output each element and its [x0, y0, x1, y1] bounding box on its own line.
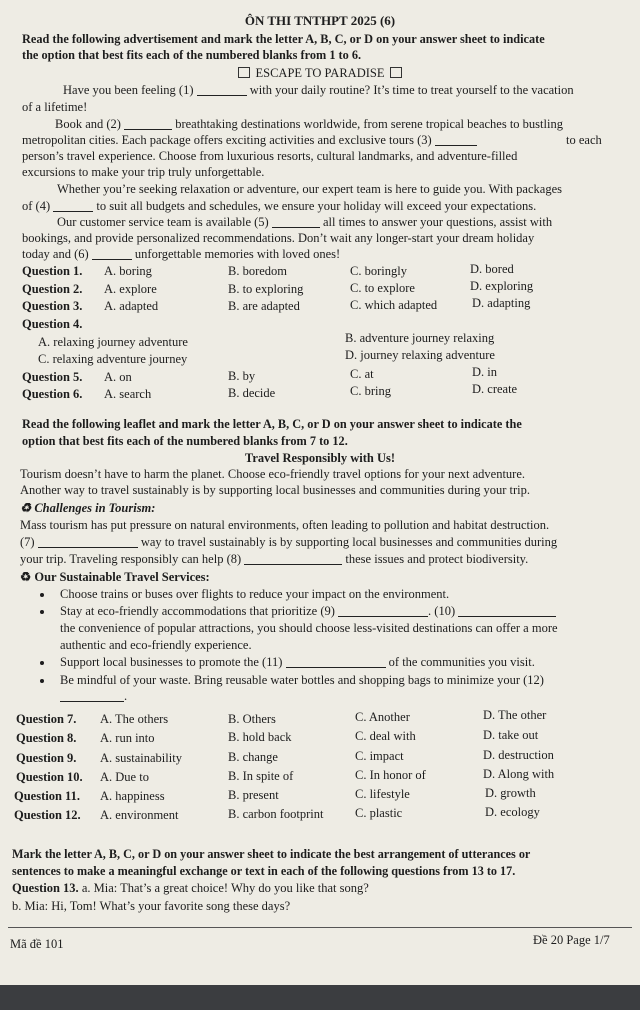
- utterance-b: b. Mia: Hi, Tom! What’s your favorite song these days?: [12, 899, 291, 913]
- question-label: Question 9.: [16, 751, 77, 765]
- passage-line: Mass tourism has put pressure on natural environments, often leading to pollution and habitat destruction.: [20, 518, 550, 532]
- passage-line: Stay at eco-friendly accommodations that prioritize (9) . (10): [60, 604, 556, 619]
- blank-11: [286, 656, 386, 668]
- passage-line: (7) way to travel sustainably is by supporting local businesses and communities during: [20, 535, 558, 549]
- option-d[interactable]: D. growth: [485, 786, 536, 800]
- passage-line: Book and (2) breathtaking destinations worldwide, from serene tropical beaches to bustling: [55, 117, 563, 131]
- bullet: [40, 679, 44, 683]
- option-b[interactable]: B. Others: [228, 712, 276, 726]
- question-label: Question 8.: [16, 731, 77, 745]
- passage-line: authentic and eco-friendly experience.: [60, 638, 252, 652]
- blank-2: [124, 118, 172, 130]
- option-c[interactable]: C. to explore: [350, 281, 415, 295]
- section1-instruction: the option that best fits each of the numbered blanks from 1 to 6.: [22, 48, 362, 62]
- option-c[interactable]: C. In honor of: [355, 768, 426, 782]
- option-d[interactable]: D. journey relaxing adventure: [345, 348, 495, 362]
- footer-divider: [8, 927, 632, 928]
- passage-line: Support local businesses to promote the (11) of the communities you visit.: [60, 655, 535, 669]
- option-a[interactable]: A. happiness: [100, 789, 165, 803]
- passage-line: .: [60, 689, 127, 704]
- option-d[interactable]: D. adapting: [472, 296, 531, 310]
- option-a[interactable]: A. relaxing journey adventure: [38, 335, 188, 349]
- page-number: Đề 20 Page 1/7: [533, 933, 610, 947]
- passage-line: metropolitan cities. Each package offers exciting activities and exclusive tours (3): [22, 133, 477, 148]
- passage-line: person’s travel experience. Choose from luxurious resorts, cultural landmarks, and adventure-filled: [22, 149, 518, 163]
- passage-line: Choose trains or buses over flights to reduce your impact on the environment.: [60, 587, 450, 601]
- option-c[interactable]: C. boringly: [350, 264, 407, 278]
- section1-instruction: Read the following advertisement and mark the letter A, B, C, or D on your answer sheet to indicate: [22, 32, 545, 46]
- palm-icon: [390, 67, 402, 78]
- option-b[interactable]: B. adventure journey relaxing: [345, 331, 495, 345]
- option-b[interactable]: B. change: [228, 750, 278, 764]
- blank-10: [458, 605, 556, 617]
- passage-line: the convenience of popular attractions, you should choose less-visited destinations can offer a more: [60, 621, 558, 635]
- option-a[interactable]: A. The others: [100, 712, 169, 726]
- option-a[interactable]: A. search: [104, 387, 152, 401]
- option-a[interactable]: A. run into: [100, 731, 155, 745]
- passage-line: to each: [566, 133, 602, 147]
- passage-line: bookings, and provide personalized recommendations. Don’t wait any longer-start your dream holiday: [22, 231, 535, 245]
- option-d[interactable]: D. The other: [483, 708, 547, 722]
- passage-line: Tourism doesn’t have to harm the planet. Choose eco-friendly travel options for your next adventure.: [20, 467, 526, 481]
- question-label: Question 13.: [12, 881, 79, 895]
- passage-line: excursions to make your trip truly unforgettable.: [22, 165, 265, 179]
- option-b[interactable]: B. carbon footprint: [228, 807, 324, 821]
- option-c[interactable]: C. lifestyle: [355, 787, 410, 801]
- section3-instruction: sentences to make a meaningful exchange or text in each of the following questions from 13 to 17.: [12, 864, 516, 878]
- leaflet-title: Travel Responsibly with Us!: [244, 451, 396, 465]
- utterance-a: a. Mia: That’s a great choice! Why do you like that song?: [81, 881, 369, 895]
- passage-line: of (4) to suit all budgets and schedules, we ensure your holiday will exceed your expectations.: [22, 199, 537, 213]
- option-c[interactable]: C. impact: [355, 749, 404, 763]
- option-c[interactable]: C. deal with: [355, 729, 416, 743]
- option-a[interactable]: A. explore: [104, 282, 157, 296]
- option-a[interactable]: A. boring: [104, 264, 152, 278]
- blank-8: [244, 553, 342, 565]
- question-label: Question 12.: [14, 808, 81, 822]
- passage-line: of a lifetime!: [22, 100, 88, 114]
- section2-instruction: Read the following leaflet and mark the letter A, B, C, or D on your answer sheet to indicate the: [22, 417, 522, 431]
- recycle-icon: ♻: [20, 570, 32, 584]
- option-c[interactable]: C. plastic: [355, 806, 403, 820]
- passage-line: today and (6) unforgettable memories with loved ones!: [22, 247, 341, 261]
- question-label: Question 5.: [22, 370, 83, 384]
- option-c[interactable]: C. bring: [350, 384, 391, 398]
- option-b[interactable]: B. are adapted: [228, 299, 300, 313]
- section2-instruction: option that best fits each of the numbered blanks from 7 to 12.: [22, 434, 348, 448]
- background-surface: [0, 985, 640, 1010]
- bullet: [40, 593, 44, 597]
- blank-6: [92, 248, 132, 260]
- blank-3: [435, 134, 477, 146]
- bullet: [40, 610, 44, 614]
- option-a[interactable]: A. on: [104, 370, 132, 384]
- blank-7: [38, 536, 138, 548]
- option-c[interactable]: C. Another: [355, 710, 410, 724]
- question-label: Question 4.: [22, 317, 83, 331]
- question-label: Question 7.: [16, 712, 77, 726]
- option-a[interactable]: A. environment: [100, 808, 179, 822]
- option-a[interactable]: A. sustainability: [100, 751, 182, 765]
- option-d[interactable]: D. bored: [470, 262, 514, 276]
- passage-line: your trip. Traveling responsibly can help (8) these issues and protect biodiversity.: [20, 552, 529, 566]
- bullet: [40, 661, 44, 665]
- blank-4: [53, 200, 93, 212]
- question-13: [12, 881, 369, 896]
- ad-title: ESCAPE TO PARADISE: [255, 66, 385, 80]
- option-d[interactable]: D. take out: [483, 728, 539, 742]
- option-b[interactable]: B. to exploring: [228, 282, 304, 296]
- option-d[interactable]: D. in: [472, 365, 497, 379]
- question-label: Question 3.: [22, 299, 83, 313]
- option-b[interactable]: B. present: [228, 788, 279, 802]
- exam-code: Mã đề 101: [10, 937, 64, 951]
- question-label: Question 11.: [14, 789, 80, 803]
- blank-9: [338, 605, 428, 617]
- section3-instruction: Mark the letter A, B, C, or D on your answer sheet to indicate the best arrangement of utterances or: [12, 847, 531, 861]
- option-b[interactable]: B. hold back: [228, 730, 292, 744]
- passage-line: Have you been feeling (1) with your daily routine? It’s time to treat yourself to the vacation: [63, 83, 574, 97]
- question-label: Question 6.: [22, 387, 83, 401]
- question-label: Question 1.: [22, 264, 83, 278]
- ad-title-row: [0, 66, 640, 81]
- passage-line: Our customer service team is available (5) all times to answer your questions, assist with: [57, 215, 553, 229]
- option-b[interactable]: B. by: [228, 369, 256, 383]
- blank-1: [197, 84, 247, 96]
- passage-line: Be mindful of your waste. Bring reusable water bottles and shopping bags to minimize your (12): [60, 673, 544, 687]
- option-d[interactable]: D. destruction: [483, 748, 554, 762]
- option-b[interactable]: B. In spite of: [228, 769, 294, 783]
- palm-icon: [238, 67, 250, 78]
- option-d[interactable]: D. create: [472, 382, 518, 396]
- challenges-heading: ♻ Challenges in Tourism:: [20, 501, 156, 515]
- option-a[interactable]: A. Due to: [100, 770, 149, 784]
- option-c[interactable]: C. at: [350, 367, 374, 381]
- option-a[interactable]: A. adapted: [104, 299, 159, 313]
- question-label: Question 10.: [16, 770, 83, 784]
- blank-12: [60, 690, 124, 702]
- question-label: Question 2.: [22, 282, 83, 296]
- option-b[interactable]: B. decide: [228, 386, 276, 400]
- option-b[interactable]: B. boredom: [228, 264, 288, 278]
- recycle-icon: ♻: [20, 501, 32, 515]
- option-d[interactable]: D. ecology: [485, 805, 540, 819]
- page-title: ÔN THI TNTHPT 2025 (6): [244, 13, 396, 28]
- services-heading: ♻ Our Sustainable Travel Services:: [20, 570, 210, 584]
- blank-5: [272, 216, 320, 228]
- passage-line: Whether you’re seeking relaxation or adventure, our expert team is here to guide you. With packages: [57, 182, 562, 196]
- option-d[interactable]: D. Along with: [483, 767, 555, 781]
- passage-line: Another way to travel sustainably is by supporting local businesses and communities during your trip.: [20, 483, 530, 497]
- option-c[interactable]: C. relaxing adventure journey: [38, 352, 188, 366]
- option-c[interactable]: C. which adapted: [350, 298, 438, 312]
- option-d[interactable]: D. exploring: [470, 279, 534, 293]
